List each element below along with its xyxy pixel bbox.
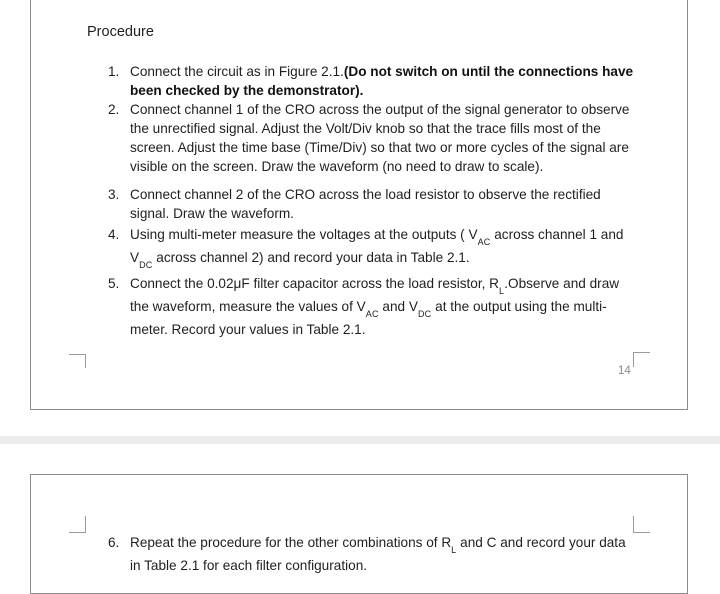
step-number: 4.: [108, 227, 120, 242]
subscript-l: L: [499, 286, 505, 296]
procedure-heading: Procedure: [87, 24, 154, 40]
step-6: [108, 532, 638, 577]
crop-mark-bottom-right: [633, 352, 650, 367]
step-4-text-a: Using multi-meter measure the voltages at the outputs ( V: [130, 227, 478, 242]
step-4: [108, 224, 638, 270]
subscript-dc: DC: [417, 309, 432, 319]
step-5-text-a: Connect the 0.02μF filter capacitor across the load resistor, R: [130, 276, 499, 291]
subscript-ac: AC: [365, 309, 379, 319]
step-2: [108, 100, 638, 176]
page-gap: [0, 436, 720, 444]
step-4-text-b: across channel 1 and V: [130, 227, 624, 265]
crop-mark-top-right: [633, 516, 650, 533]
step-number: 6.: [108, 535, 120, 550]
step-6-text-a: Repeat the procedure for the other combinations of R: [130, 535, 452, 550]
step-number: 3.: [108, 187, 120, 202]
step-5-text-c: and V: [378, 299, 418, 314]
step-number: 2.: [108, 102, 120, 117]
step-3: [108, 185, 638, 223]
subscript-l: L: [451, 545, 457, 555]
crop-mark-top-left: [69, 516, 86, 533]
subscript-ac: AC: [477, 237, 491, 247]
step-number: 5.: [108, 276, 120, 291]
step-1-warning: (Do not switch on until the connections have been checked by the demonstrator).: [130, 64, 634, 98]
step-2-text: Connect channel 1 of the CRO across the output of the signal generator to observe the unrectified signal. Adjust the Volt/Div knob so that the trace fills most of the screen. Adjust the time base (Time/Div) so that two or more cycles of the signal are visible on the screen. Draw the waveform (no need to draw to scale).: [130, 102, 630, 174]
step-5-text-b: .Observe and draw the waveform, measure the values of V: [130, 276, 620, 314]
step-6-text-b: and C and record your data in Table 2.1 for each filter configuration.: [130, 535, 626, 573]
procedure-steps-list: [108, 62, 638, 341]
page-number: 14: [618, 365, 631, 377]
step-number: 1.: [108, 64, 120, 79]
step-1-text: Connect the circuit as in Figure 2.1.: [130, 64, 344, 79]
step-1: [108, 62, 638, 100]
step-5-text-d: at the output using the multi-meter. Record your values in Table 2.1.: [130, 299, 607, 337]
step-4-text-c: across channel 2) and record your data in Table 2.1.: [152, 250, 470, 265]
subscript-dc: DC: [139, 260, 153, 270]
step-3-text: Connect channel 2 of the CRO across the load resistor to observe the rectified signal. Draw the waveform.: [130, 187, 601, 221]
step-5: [108, 273, 638, 341]
crop-mark-bottom-left: [69, 354, 86, 368]
